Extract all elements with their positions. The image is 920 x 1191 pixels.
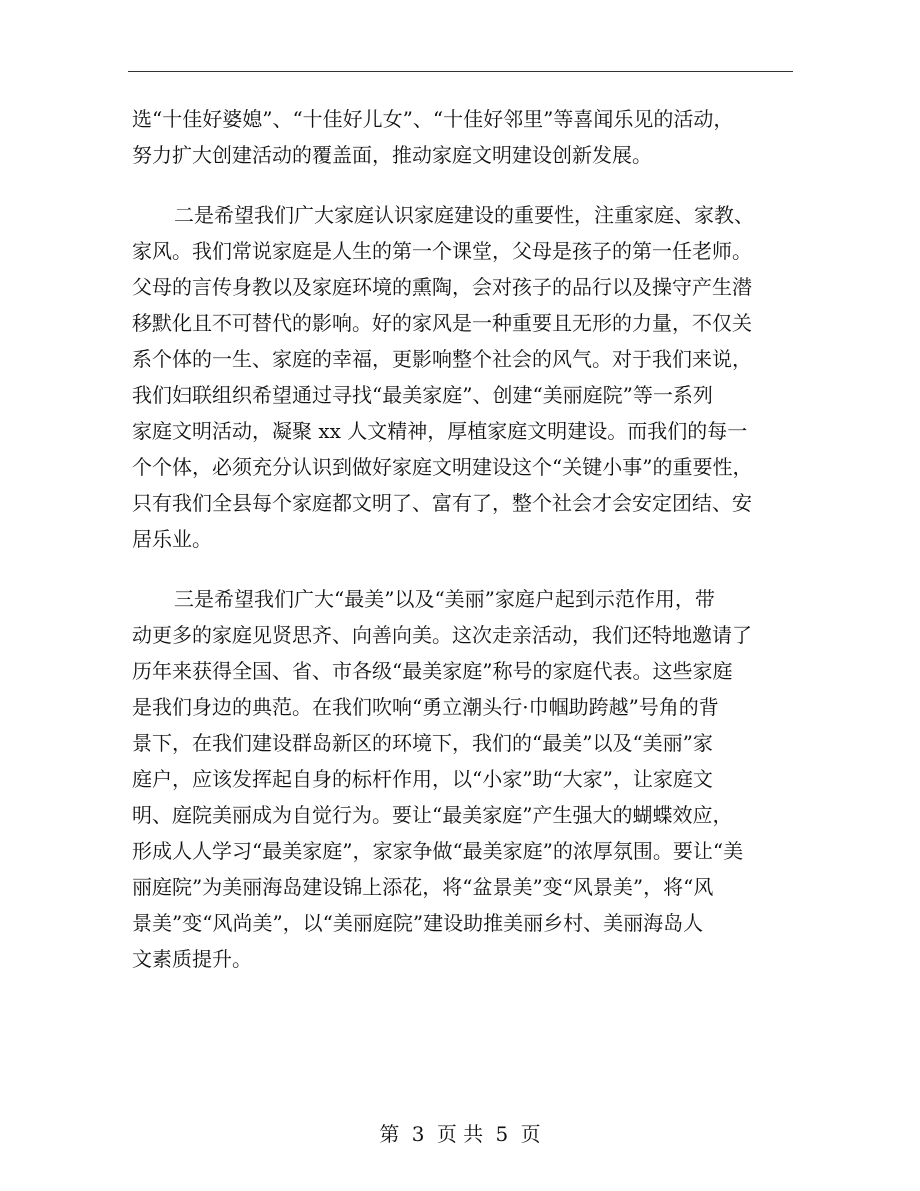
footer-prefix: 第 [379,1122,400,1146]
text-line: 形成人人学习“最美家庭”，家家争做“最美家庭”的浓厚氛围。要让“美 [132,839,744,863]
text-line: 家庭文明活动，凝聚 xx 人文精神，厚植家庭文明建设。而我们的每一 [132,419,748,443]
text-line: 动更多的家庭见贤思齐、向善向美。这次走亲活动，我们还特地邀请了 [132,623,752,647]
paragraph-spacer [132,173,800,197]
text-line: 家风。我们常说家庭是人生的第一个课堂，父母是孩子的第一任老师。 [132,239,752,263]
page-footer [0,1120,920,1148]
total-pages-number: 5 [495,1122,509,1146]
paragraph-spacer [132,557,800,581]
text-line: 二是希望我们广大家庭认识家庭建设的重要性，注重家庭、家教、 [174,203,754,227]
text-line: 个个体，必须充分认识到做好家庭文明建设这个“关键小事”的重要性， [132,455,753,479]
text-line: 选“十佳好婆媳”、“十佳好儿女”、“十佳好邻里”等喜闻乐见的活动， [132,107,734,131]
text-line: 只有我们全县每个家庭都文明了、富有了，整个社会才会安定团结、安 [132,491,752,515]
paragraph [132,101,800,173]
text-line: 父母的言传身教以及家庭环境的熏陶，会对孩子的品行以及操守产生潜 [132,275,752,299]
text-line: 庭户，应该发挥起自身的标杆作用，以“小家”助“大家”，让家庭文 [132,767,713,791]
text-line: 明、庭院美丽成为自觉行为。要让“最美家庭”产生强大的蝴蝶效应， [132,803,733,827]
text-line: 历年来获得全国、省、市各级“最美家庭”称号的家庭代表。这些家庭 [132,659,733,683]
header-divider [128,71,793,72]
footer-suffix: 页 [520,1122,541,1146]
document-body [132,101,800,977]
current-page-number: 3 [411,1122,425,1146]
text-line: 我们妇联组织希望通过寻找“最美家庭”、创建“美丽庭院”等一系列 [132,383,713,407]
text-line: 景美”变“风尚美”，以“美丽庭院”建设助推美丽乡村、美丽海岛人 [132,911,704,935]
text-line: 努力扩大创建活动的覆盖面，推动家庭文明建设创新发展。 [132,143,652,167]
text-line: 丽庭院”为美丽海岛建设锦上添花，将“盆景美”变“风景美”，将“风 [132,875,714,899]
text-line: 是我们身边的典范。在我们吹响“勇立潮头行·巾帼助跨越”号角的背 [132,695,719,719]
text-line: 景下，在我们建设群岛新区的环境下，我们的“最美”以及“美丽”家 [132,731,713,755]
text-line: 移默化且不可替代的影响。好的家风是一种重要且无形的力量，不仅关 [132,311,752,335]
paragraph [132,197,800,557]
text-line: 文素质提升。 [132,947,252,971]
text-line: 居乐业。 [132,527,212,551]
paragraph [132,581,800,977]
text-line: 系个体的一生、家庭的幸福，更影响整个社会的风气。对于我们来说， [132,347,752,371]
footer-middle: 页 共 [436,1122,484,1146]
text-line: 三是希望我们广大“最美”以及“美丽”家庭户起到示范作用，带 [174,587,715,611]
